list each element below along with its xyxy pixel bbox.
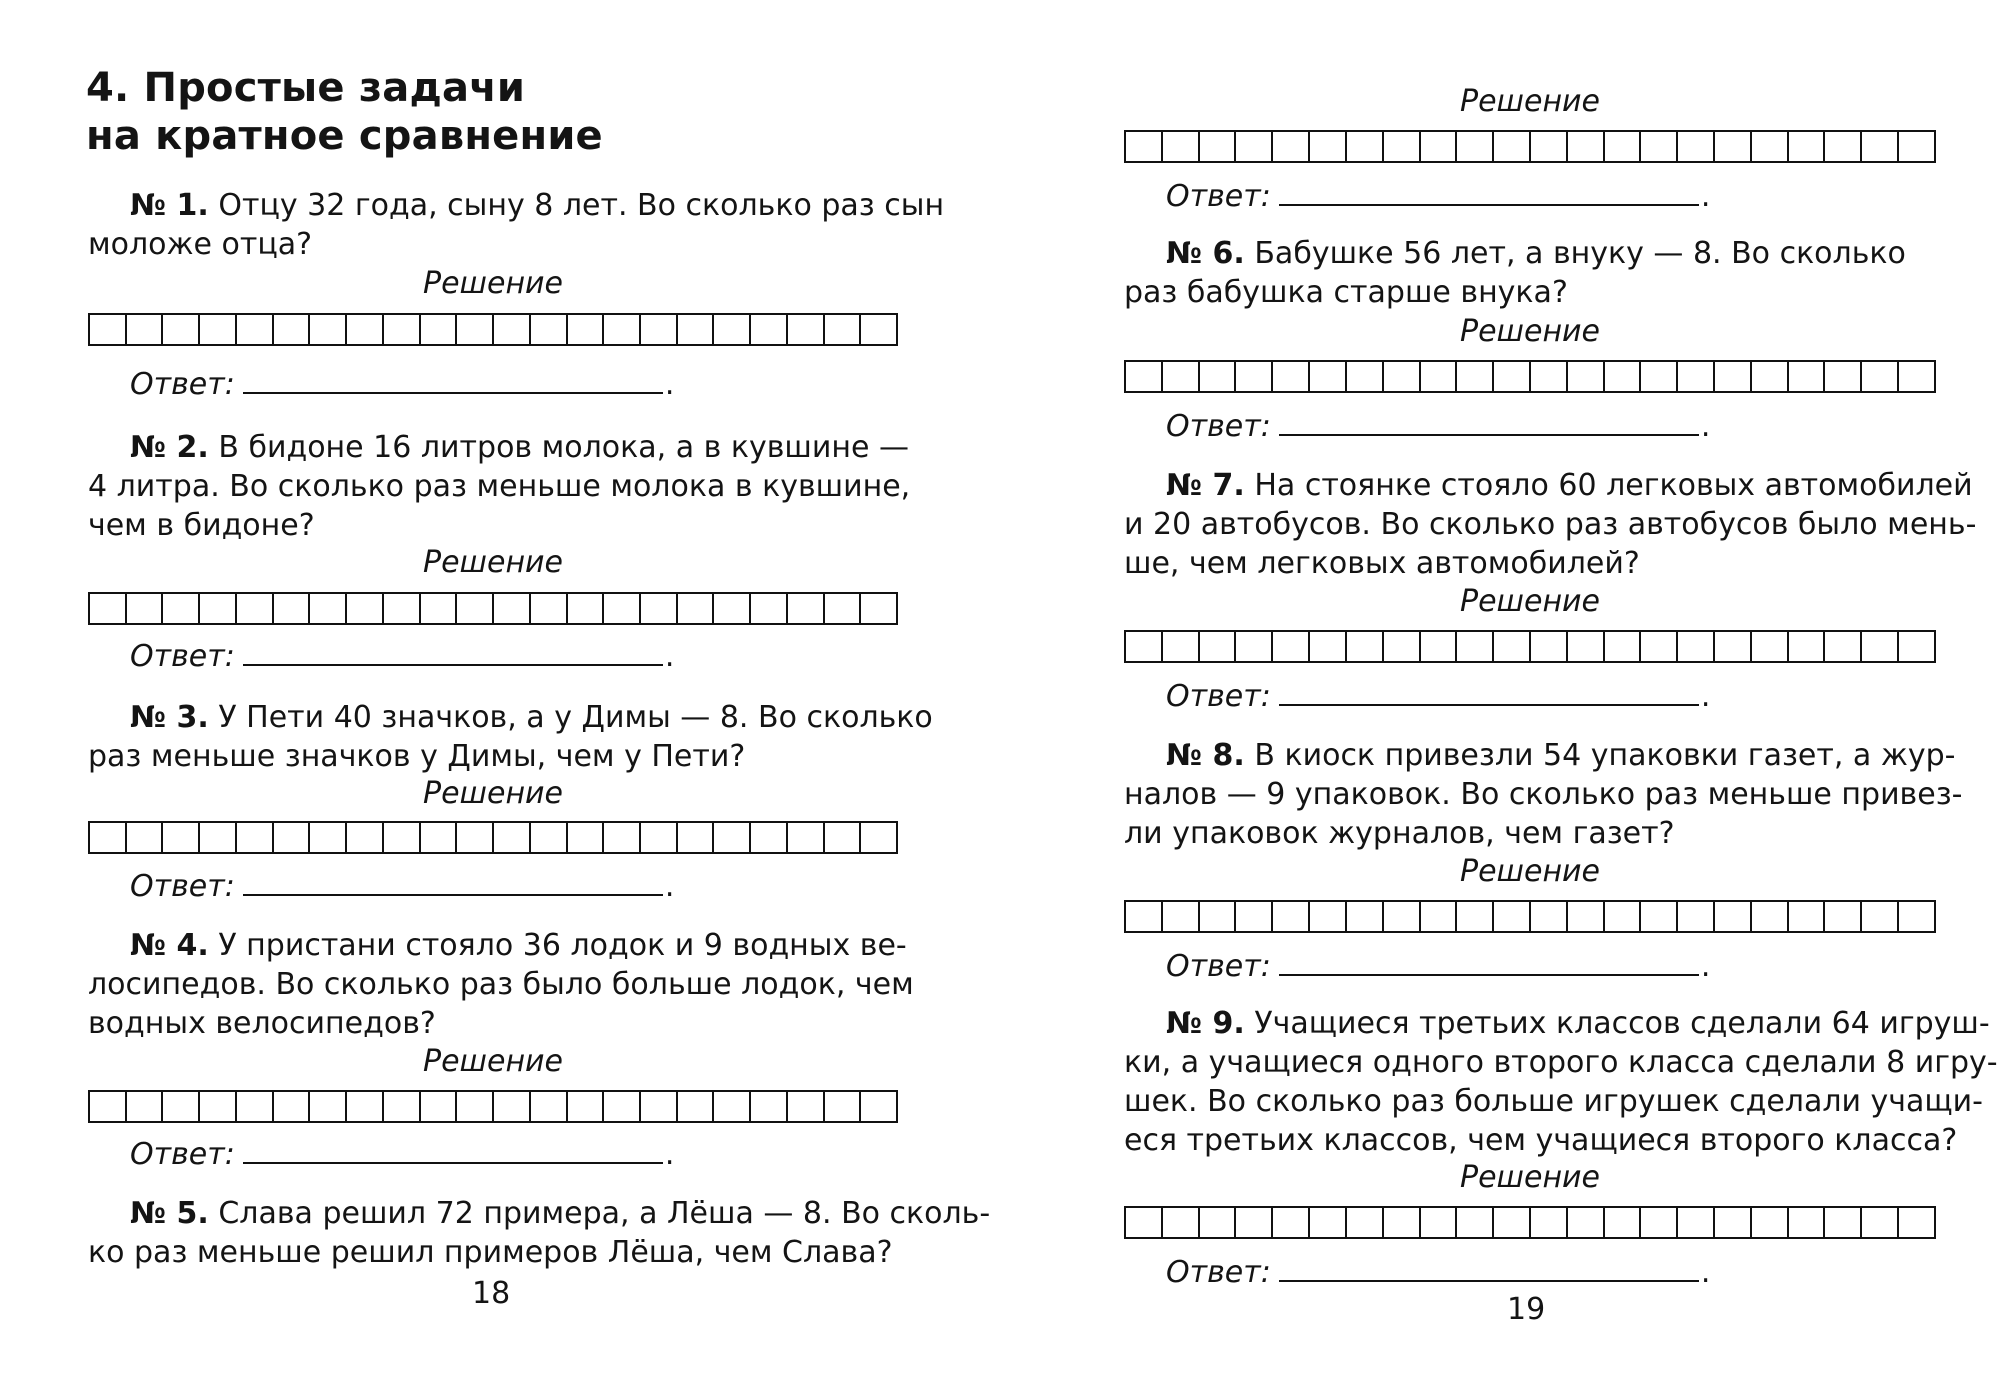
answer-blank[interactable] xyxy=(1279,676,1699,706)
task-text: Учащиеся третьих классов сделали 64 игруш- xyxy=(1244,1006,1990,1041)
task-text: водных велосипедов? xyxy=(88,1006,436,1041)
answer-blank[interactable] xyxy=(1279,946,1699,976)
solution-label: Решение xyxy=(422,545,564,580)
task-text: шек. Во сколько раз больше игрушек сделали учащи- xyxy=(1124,1084,1983,1119)
task-text: ки, а учащиеся одного второго класса сделали 8 игру- xyxy=(1124,1045,1998,1080)
answer-label: Ответ: xyxy=(1166,409,1271,444)
task-text: чем в бидоне? xyxy=(88,508,315,543)
heading-line-1: 4. Простые задачи xyxy=(86,65,526,111)
right-page xyxy=(1000,0,2000,1396)
answer-line: Ответ: . xyxy=(130,866,674,905)
task-5 xyxy=(88,1194,991,1272)
answer-label: Ответ: xyxy=(1166,679,1271,714)
task-text: Отцу 32 года, сыну 8 лет. Во сколько раз сын xyxy=(208,188,945,223)
task-number: № 5. xyxy=(130,1196,209,1231)
answer-blank[interactable] xyxy=(243,866,663,896)
answer-line: Ответ: . xyxy=(130,636,674,675)
solution-grid[interactable] xyxy=(1124,900,1936,933)
answer-line: Ответ: . xyxy=(1166,676,1710,715)
task-text: У пристани стояло 36 лодок и 9 водных ве- xyxy=(208,928,907,963)
task-text: В бидоне 16 литров молока, а в кувшине — xyxy=(208,430,909,465)
task-text: налов — 9 упаковок. Во сколько раз меньше привез- xyxy=(1124,777,1963,812)
solution-grid[interactable] xyxy=(88,1090,898,1123)
solution-grid[interactable] xyxy=(88,313,898,346)
solution-label: Решение xyxy=(422,266,564,301)
solution-label: Решение xyxy=(1459,84,1601,119)
task-text: У Пети 40 значков, а у Димы — 8. Во сколько xyxy=(208,700,933,735)
answer-label: Ответ: xyxy=(130,367,235,402)
solution-grid[interactable] xyxy=(1124,130,1936,163)
solution-grid[interactable] xyxy=(1124,360,1936,393)
page-number: 18 xyxy=(472,1276,511,1311)
task-number: № 1. xyxy=(130,188,209,223)
answer-line: Ответ: . xyxy=(1166,946,1710,985)
task-number: № 2. xyxy=(130,430,209,465)
task-8 xyxy=(1124,736,1963,853)
task-text: Бабушке 56 лет, а внуку — 8. Во сколько xyxy=(1244,236,1906,271)
task-text: моложе отца? xyxy=(88,227,313,262)
task-2 xyxy=(88,428,911,545)
solution-grid[interactable] xyxy=(88,592,898,625)
answer-line: Ответ: . xyxy=(1166,1252,1710,1291)
task-number: № 9. xyxy=(1166,1006,1245,1041)
answer-blank[interactable] xyxy=(1279,1252,1699,1282)
answer-blank[interactable] xyxy=(243,364,663,394)
task-number: № 4. xyxy=(130,928,209,963)
solution-grid[interactable] xyxy=(88,821,898,854)
solution-grid[interactable] xyxy=(1124,1206,1936,1239)
task-text: и 20 автобусов. Во сколько раз автобусов было мень- xyxy=(1124,507,1977,542)
answer-blank[interactable] xyxy=(243,1134,663,1164)
answer-blank[interactable] xyxy=(1279,406,1699,436)
solution-label: Решение xyxy=(422,776,564,811)
task-number: № 3. xyxy=(130,700,209,735)
answer-line: Ответ: . xyxy=(130,1134,674,1173)
solution-grid[interactable] xyxy=(1124,630,1936,663)
task-7 xyxy=(1124,466,1977,583)
task-number: № 6. xyxy=(1166,236,1245,271)
task-text: 4 литра. Во сколько раз меньше молока в кувшине, xyxy=(88,469,911,504)
task-text: ко раз меньше решил примеров Лёша, чем Слава? xyxy=(88,1235,893,1270)
task-text: раз бабушка старше внука? xyxy=(1124,275,1568,310)
answer-blank[interactable] xyxy=(243,636,663,666)
solution-label: Решение xyxy=(1459,314,1601,349)
task-6 xyxy=(1124,234,1936,312)
task-text: ли упаковок журналов, чем газет? xyxy=(1124,816,1675,851)
solution-label: Решение xyxy=(1459,1160,1601,1195)
answer-blank[interactable] xyxy=(1279,176,1699,206)
task-number: № 8. xyxy=(1166,738,1245,773)
answer-label: Ответ: xyxy=(130,639,235,674)
answer-line: Ответ: . xyxy=(1166,406,1710,445)
answer-line: Ответ: . xyxy=(130,364,674,403)
task-text: Слава решил 72 примера, а Лёша — 8. Во сколь- xyxy=(208,1196,991,1231)
answer-label: Ответ: xyxy=(1166,179,1271,214)
task-text: В киоск привезли 54 упаковки газет, а жур- xyxy=(1244,738,1956,773)
heading-line-2: на кратное сравнение xyxy=(86,113,603,159)
task-text: раз меньше значков у Димы, чем у Пети? xyxy=(88,739,746,774)
answer-label: Ответ: xyxy=(130,1137,235,1172)
section-heading xyxy=(86,64,603,160)
task-number: № 7. xyxy=(1166,468,1245,503)
task-1 xyxy=(88,186,945,264)
answer-line: Ответ: . xyxy=(1166,176,1710,215)
task-text: На стоянке стояло 60 легковых автомобилей xyxy=(1244,468,1973,503)
task-text: ше, чем легковых автомобилей? xyxy=(1124,546,1640,581)
task-9 xyxy=(1124,1004,1998,1160)
task-4 xyxy=(88,926,914,1043)
task-3 xyxy=(88,698,933,776)
answer-label: Ответ: xyxy=(130,869,235,904)
answer-label: Ответ: xyxy=(1166,1255,1271,1290)
task-text: лосипедов. Во сколько раз было больше лодок, чем xyxy=(88,967,914,1002)
answer-label: Ответ: xyxy=(1166,949,1271,984)
solution-label: Решение xyxy=(422,1044,564,1079)
task-text: еся третьих классов, чем учащиеся второго класса? xyxy=(1124,1123,1958,1158)
solution-label: Решение xyxy=(1459,854,1601,889)
solution-label: Решение xyxy=(1459,584,1601,619)
page-number: 19 xyxy=(1507,1292,1546,1327)
